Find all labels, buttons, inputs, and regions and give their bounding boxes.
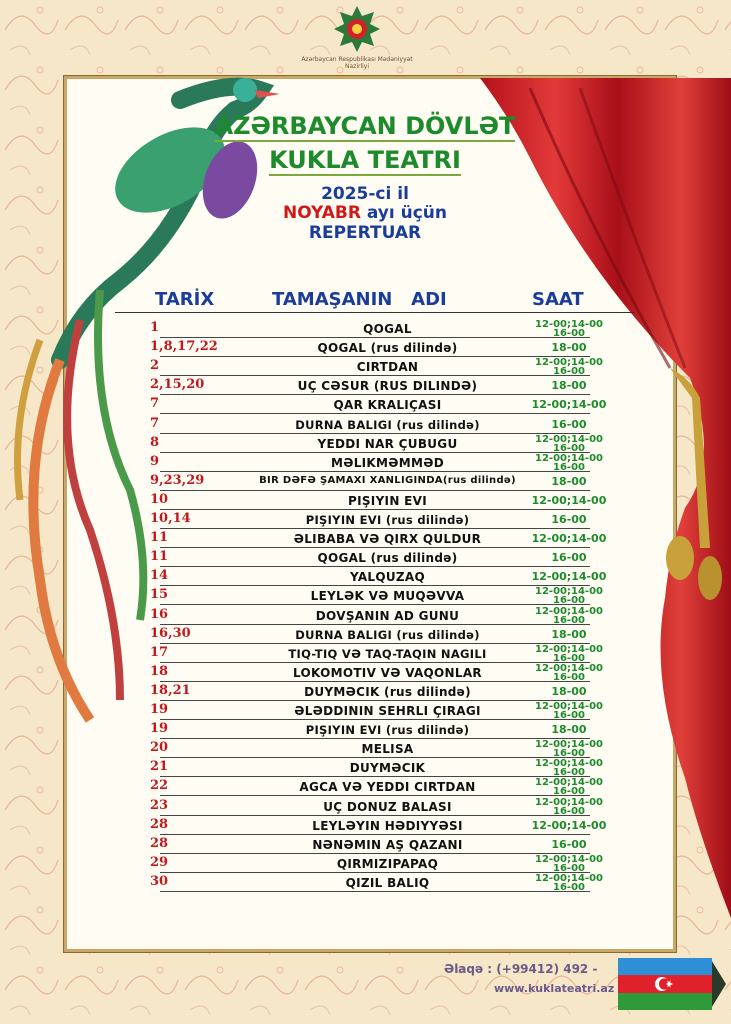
row-time — [514, 874, 624, 892]
row-time-slot: 12-00;14-00 — [535, 796, 603, 808]
row-title: DOVŞANIN AD GUNU — [315, 608, 460, 623]
row-time-slot: 16-00 — [553, 652, 585, 664]
row-date: 28 — [150, 816, 169, 832]
row-date: 19 — [150, 702, 169, 717]
row-title: DUYMƏCIK (rus dilində) — [304, 684, 471, 699]
row-time-slot: 16-00 — [553, 461, 585, 473]
table-row — [0, 644, 731, 663]
row-time-slot: 16-00 — [553, 366, 585, 378]
table-row — [0, 758, 731, 777]
row-time — [514, 645, 624, 663]
table-row — [0, 854, 731, 873]
row-time-slot: 16-00 — [553, 328, 585, 339]
row-time — [514, 587, 624, 605]
table-row — [0, 797, 731, 816]
row-title: LEYLƏK VƏ MUQƏVVA — [310, 589, 465, 604]
row-date: 21 — [150, 759, 169, 775]
row-title: DURNA BALIGI (rus dilində) — [295, 417, 480, 432]
row-time-slot: 16-00 — [553, 862, 585, 874]
contact-phone: Əlaqə : (+99412) 492 - — [444, 962, 598, 976]
row-date: 9,23,29 — [150, 472, 205, 488]
table-row — [0, 319, 731, 338]
row-time-slot: 16-00 — [553, 710, 585, 721]
row-time-slot: 12-00;14-00 — [535, 357, 603, 369]
row-date: 11 — [150, 530, 169, 546]
row-title: UÇ DONUZ BALASI — [323, 799, 452, 814]
row-time-slot: 16-00 — [553, 595, 585, 607]
row-time — [514, 418, 624, 431]
row-time — [514, 341, 624, 354]
month-label: NOYABR ayı üçün — [282, 203, 448, 223]
table-row — [0, 586, 731, 605]
table-row — [0, 529, 731, 548]
row-time-slot: 18-00 — [551, 723, 587, 737]
row-time-slot: 18-00 — [551, 474, 587, 488]
row-time-slot: 12-00;14-00 — [535, 605, 603, 617]
row-date: 15 — [150, 587, 169, 603]
row-time-slot: 12-00;14-00 — [535, 452, 603, 464]
row-date: 9 — [150, 453, 160, 469]
table-row — [0, 548, 731, 567]
row-time-slot: 16-00 — [551, 837, 587, 851]
row-time-slot: 12-00;14-00 — [535, 662, 603, 674]
row-time — [514, 759, 624, 777]
row-time-slot: 12-00;14-00 — [535, 777, 603, 789]
theatre-title-line1: AZƏRBAYCAN DÖVLƏT — [214, 112, 516, 140]
row-date: 22 — [150, 778, 169, 794]
row-time-slot: 16-00 — [553, 614, 585, 626]
table-row — [0, 510, 731, 529]
row-title: DUYMƏCIK — [349, 761, 426, 776]
row-time — [514, 379, 624, 392]
header-divider — [115, 312, 635, 313]
row-title: QAR KRALIÇASI — [333, 398, 442, 413]
row-title: ƏLƏDDININ SEHRLI ÇIRAGI — [294, 704, 481, 718]
row-time-slot: 12-00;14-00 — [531, 818, 607, 832]
row-date: 8 — [150, 434, 160, 450]
row-title: NƏNƏMIN AŞ QAZANI — [312, 837, 463, 852]
row-date: 30 — [150, 873, 169, 889]
table-row — [0, 376, 731, 395]
table-row — [0, 701, 731, 720]
row-time-slot: 12-00;14-00 — [535, 853, 603, 865]
row-time-slot: 12-00;14-00 — [535, 739, 603, 751]
row-title: AGCA VƏ YEDDI CIRTDAN — [299, 780, 476, 795]
row-time — [514, 358, 624, 376]
table-row — [0, 395, 731, 414]
row-time-slot: 12-00;14-00 — [531, 532, 607, 546]
row-time-slot: 18-00 — [551, 627, 587, 641]
row-time-slot: 16-00 — [553, 805, 585, 817]
row-time-slot: 16-00 — [553, 748, 585, 760]
row-time — [514, 551, 624, 564]
row-time-slot: 12-00;14-00 — [531, 398, 607, 412]
column-header-time: SAAT — [532, 289, 584, 310]
table-row — [0, 777, 731, 796]
row-time — [514, 723, 624, 736]
row-date: 16 — [150, 606, 169, 622]
row-title: UÇ CƏSUR (RUS DILINDƏ) — [297, 379, 478, 394]
row-date: 23 — [150, 797, 169, 813]
row-time-slot: 18-00 — [551, 684, 587, 698]
row-time — [514, 798, 624, 816]
row-date: 1,8,17,22 — [150, 339, 218, 355]
row-divider — [160, 891, 590, 892]
row-time — [514, 685, 624, 698]
row-time-slot: 16-00 — [553, 881, 585, 893]
row-time-slot: 18-00 — [551, 341, 587, 355]
row-date: 2,15,20 — [150, 377, 205, 393]
row-title: QOGAL (rus dilində) — [317, 551, 458, 566]
row-date: 1 — [150, 320, 160, 335]
table-row — [0, 625, 731, 644]
row-time — [514, 494, 624, 507]
row-title: TIQ-TIQ VƏ TAQ-TAQIN NAGILI — [288, 646, 487, 661]
row-time-slot: 16-00 — [553, 767, 585, 779]
row-time — [514, 570, 624, 583]
year-label: 2025-ci il — [321, 184, 409, 204]
row-title: MELISA — [361, 742, 414, 757]
table-row — [0, 434, 731, 453]
row-date: 29 — [150, 854, 169, 870]
table-row — [0, 816, 731, 835]
row-time — [514, 532, 624, 545]
row-title: PIŞIYIN EVI (rus dilində) — [305, 723, 470, 738]
row-date: 11 — [150, 549, 169, 565]
row-title: QOGAL (rus dilində) — [317, 341, 458, 356]
row-title: DURNA BALIGI (rus dilində) — [295, 627, 480, 642]
row-title: LOKOMOTIV VƏ VAQONLAR — [293, 665, 482, 680]
row-date: 10 — [150, 491, 169, 507]
row-title: CIRTDAN — [356, 360, 419, 375]
table-row — [0, 338, 731, 357]
row-date: 17 — [150, 644, 169, 660]
row-time-slot: 12-00;14-00 — [535, 701, 603, 712]
table-row — [0, 491, 731, 510]
table-row — [0, 472, 731, 491]
row-title: QOGAL — [363, 322, 412, 336]
row-date: 16,30 — [150, 625, 191, 641]
table-row — [0, 567, 731, 586]
row-time-slot: 16-00 — [551, 513, 587, 526]
row-time-slot: 16-00 — [551, 417, 587, 431]
table-row — [0, 415, 731, 434]
row-title: YEDDI NAR ÇUBUGU — [317, 436, 458, 451]
row-time-slot: 16-00 — [553, 442, 585, 454]
table-row — [0, 873, 731, 892]
row-date: 10,14 — [150, 511, 191, 526]
row-time-slot: 16-00 — [551, 551, 587, 565]
row-time — [514, 513, 624, 526]
row-time — [514, 607, 624, 625]
row-date: 20 — [150, 740, 169, 756]
row-date: 7 — [150, 396, 160, 412]
row-time — [514, 475, 624, 488]
table-row — [0, 835, 731, 854]
row-time-slot: 12-00;14-00 — [531, 493, 607, 507]
row-time-slot: 12-00;14-00 — [535, 643, 603, 655]
row-time-slot: 12-00;14-00 — [535, 872, 603, 884]
row-time — [514, 435, 624, 453]
row-title: PIŞIYIN EVI — [348, 493, 427, 508]
column-header-title: TAMAŞANIN ADI — [272, 289, 447, 310]
table-row — [0, 606, 731, 625]
table-row — [0, 453, 731, 472]
row-date: 7 — [150, 415, 160, 431]
row-title: ƏLIBABA VƏ QIRX QULDUR — [293, 532, 482, 547]
table-row — [0, 357, 731, 376]
row-time-slot: 12-00;14-00 — [535, 758, 603, 770]
row-title: QIRMIZIPAPAQ — [336, 856, 439, 871]
table-row — [0, 682, 731, 701]
website-link[interactable]: www.kuklateatri.az — [494, 982, 615, 995]
row-date: 14 — [150, 568, 169, 584]
row-time-slot: 12-00;14-00 — [531, 570, 607, 584]
row-time — [514, 702, 624, 720]
row-time — [514, 320, 624, 338]
row-title: BIR DƏFƏ ŞAMAXI XANLIGINDA(rus dilində) — [259, 474, 516, 486]
row-date: 18,21 — [150, 682, 191, 698]
row-time — [514, 838, 624, 851]
emblem-caption: Azərbaycan Respublikası Mədəniyyət Nazirliyi — [301, 56, 413, 70]
row-time-slot: 12-00;14-00 — [535, 319, 603, 330]
row-time-slot: 12-00;14-00 — [535, 433, 603, 445]
row-title: MƏLIKMƏMMƏD — [330, 455, 444, 470]
row-date: 28 — [150, 835, 169, 851]
row-time — [514, 740, 624, 758]
row-title: YALQUZAQ — [349, 570, 425, 585]
emblem-icon — [332, 4, 382, 54]
row-time — [514, 819, 624, 832]
row-time — [514, 398, 624, 411]
row-date: 18 — [150, 663, 169, 679]
column-header-date: TARİX — [155, 289, 215, 310]
table-row — [0, 739, 731, 758]
row-title: LEYLƏYIN HƏDIYYƏSI — [312, 818, 463, 833]
row-title: PIŞIYIN EVI (rus dilində) — [305, 513, 470, 527]
row-time — [514, 664, 624, 682]
row-title: QIZIL BALIQ — [345, 875, 430, 890]
theatre-title-line2: KUKLA TEATRI — [269, 146, 461, 174]
azerbaijan-flag-icon — [618, 958, 726, 1010]
table-row — [0, 720, 731, 739]
repertoire-label: REPERTUAR — [308, 223, 422, 243]
row-time-slot: 18-00 — [551, 379, 587, 393]
row-date: 19 — [150, 721, 169, 737]
row-time — [514, 778, 624, 796]
row-time — [514, 628, 624, 641]
row-time-slot: 12-00;14-00 — [535, 586, 603, 598]
table-row — [0, 663, 731, 682]
row-time-slot: 16-00 — [553, 786, 585, 798]
row-time-slot: 16-00 — [553, 671, 585, 683]
row-time — [514, 855, 624, 873]
row-date: 2 — [150, 358, 160, 374]
row-time — [514, 454, 624, 472]
